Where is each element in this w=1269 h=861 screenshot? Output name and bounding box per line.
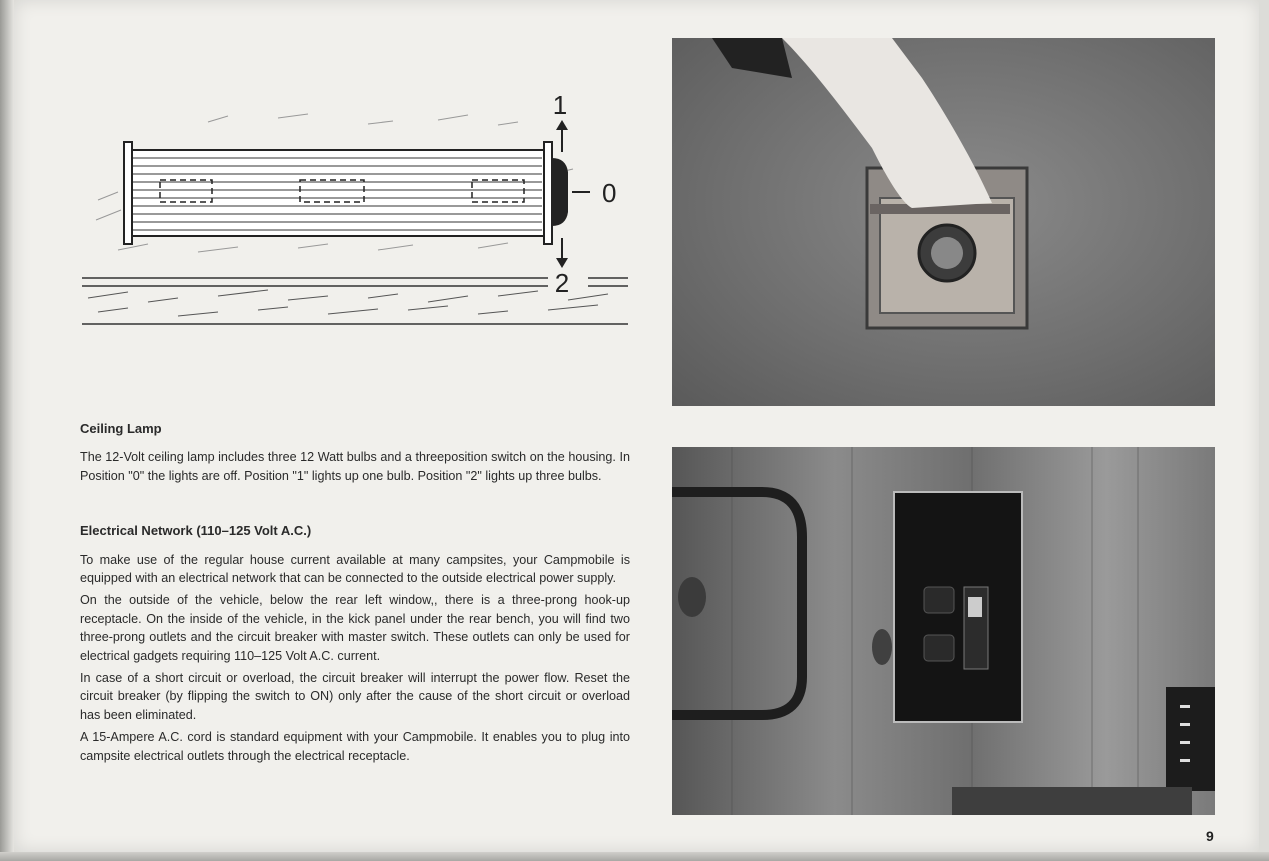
electrical-paragraph-2: On the outside of the vehicle, below the rear left window,, there is a three-prong hook-up receptacle. On the inside of the vehicle, in the kick panel under the rear bench, you will find two three-prong outlets and the circuit breaker with master switch. These outlets can only be used for electrical gadgets requiring 110–125 Volt A.C. current. (80, 593, 630, 663)
photo-interior-outlets (672, 447, 1215, 815)
ceiling-lamp-diagram (78, 80, 638, 340)
photo-exterior-receptacle (672, 38, 1215, 406)
switch-position-0-label: 0 (602, 178, 617, 208)
switch-position-2-label: 2 (554, 268, 570, 298)
electrical-paragraph-1: To make use of the regular house current available at many campsites, your Campmobile is equipped with an electrical network that can be connected to the outside electrical power supply. (80, 552, 630, 586)
switch-position-1-label: 1 (552, 90, 568, 120)
page-edge-bottom (0, 852, 1269, 861)
page-edge-left (0, 0, 14, 861)
ceiling-lamp-paragraph: The 12-Volt ceiling lamp includes three 12 Watt bulbs and a threeposition switch on the housing. In Position "0" the lights are off. Position "1" lights up one bulb. Position "2" lights up three bulbs. (80, 450, 630, 483)
section-heading-ceiling-lamp: Ceiling Lamp (80, 421, 162, 436)
electrical-paragraph-4: A 15-Ampere A.C. cord is standard equipment with your Campmobile. It enables you to plug into campsite electrical outlets through the electrical receptacle. (80, 730, 630, 763)
text-column (80, 420, 630, 765)
manual-page (14, 0, 1259, 852)
page-number: 9 (1206, 828, 1214, 844)
electrical-paragraph-3: In case of a short circuit or overload, the circuit breaker will interrupt the power flow. Reset the circuit breaker (by flipping the switch to ON) only after the cause of the short circuit or overload has been eliminated. (80, 671, 630, 722)
section-heading-electrical-network: Electrical Network (110–125 Volt A.C.) (80, 523, 312, 539)
